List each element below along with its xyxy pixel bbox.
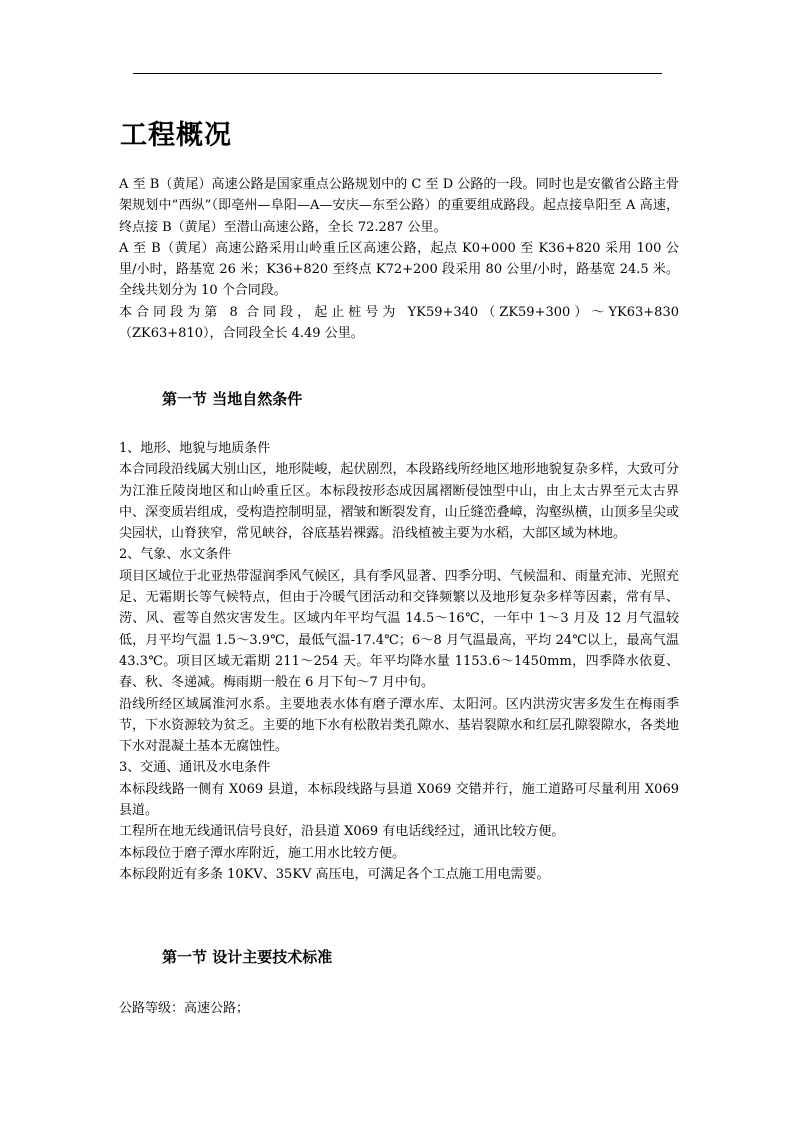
subsection-title: 3、交通、通讯及水电条件: [119, 760, 271, 776]
section-heading-natural-conditions: 第一节 当地自然条件: [162, 390, 303, 408]
subsection-title: 1、地形、地貌与地质条件: [119, 441, 271, 456]
header-rule: [133, 73, 662, 74]
body-paragraph: 项目区域位于北亚热带湿润季风气候区，具有季风显著、四季分明、气候温和、雨量充沛、光照充足、无霜期长等气候特点，但由于冷暖气团活动和交锋频繁以及地形复杂多样等因素，常有旱、涝、风、雹等自然灾害发生。区域内年平均气温 14.5～16℃，一年中 1～3 月及 12 月气温较低，月平均气温 1.5～3.9℃，最低气温-17.4℃；6～8 月气温最高，平均 24℃以上，最高气温 43.3℃。项目区域无霜期 211～254 天。年平均降水量 1153.6～1450mm，四季降水依夏、春、秋、冬递减。梅雨期一般在 6 月下旬～7 月中旬。: [119, 568, 679, 691]
body-paragraph: 公路等级：高速公路；: [119, 1001, 250, 1016]
intro-paragraph: A 至 B（黄尾）高速公路是国家重点公路规划中的 C 至 D 公路的一段。同时也是安徽省公路主骨架规划中“西纵”（即亳州—阜阳—A—安庆—东至公路）的重要组成路段。起点接阜阳至 A 高速，终点接 B（黄尾）至潜山高速公路，全长 72.287 公里。: [119, 177, 679, 235]
body-paragraph: 本合同段沿线属大别山区，地形陡峻，起伏剧烈，本段路线所经地区地形地貌复杂多样，大致可分为江淮丘陵岗地区和山岭重丘区。本标段按形态成因属褶断侵蚀型中山，由上太古界至元太古界中、深变质岩组成，受构造控制明显，褶皱和断裂发育，山丘缝峦叠嶂，沟壑纵横，山顶多呈尖或尖园状，山脊狭窄，常见峡谷，谷底基岩裸露。沿线植被主要为水稻，大部区域为林地。: [119, 462, 679, 542]
section-natural-conditions-text: [119, 438, 679, 885]
section-heading-technical-standards: 第一节 设计主要技术标准: [162, 948, 333, 966]
intro-text: [119, 174, 679, 344]
body-paragraph: 工程所在地无线通讯信号良好，沿县道 X069 有电话线经过，通讯比较方便。: [119, 824, 565, 840]
intro-paragraph: A 至 B（黄尾）高速公路采用山岭重丘区高速公路，起点 K0+000 至 K36+820 采用 100 公里/小时，路基宽 26 米；K36+820 至终点 K72+200 段采用 80 公里/小时，路基宽 24.5 米。全线共划分为 10 个合同段。: [119, 240, 679, 299]
section-technical-standards-text: [119, 998, 679, 1019]
intro-paragraph: 本合同段为第 8 合同段，起止桩号为 YK59+340（ZK59+300）～YK63+830（ZK63+810），合同段全长 4.49 公里。: [119, 304, 679, 342]
body-paragraph: 本标段线路一侧有 X069 县道，本标段线路与县道 X069 交错并行，施工道路可尽量利用 X069 县道。: [119, 781, 679, 819]
body-paragraph: 沿线所经区域属淮河水系。主要地表水体有磨子潭水库、太阳河。区内洪涝灾害多发生在梅雨季节，下水资源较为贫乏。主要的地下水有松散岩类孔隙水、基岩裂隙水和红层孔隙裂隙水，各类地下水对混凝土基本无腐蚀性。: [119, 696, 679, 755]
body-paragraph: 本标段位于磨子潭水库附近，施工用水比较方便。: [119, 845, 406, 861]
subsection-title: 2、气象、水文条件: [119, 547, 232, 563]
page-title: 工程概况: [120, 120, 232, 151]
body-paragraph: 本标段附近有多条 10KV、35KV 高压电，可满足各个工点施工用电需要。: [119, 866, 550, 882]
